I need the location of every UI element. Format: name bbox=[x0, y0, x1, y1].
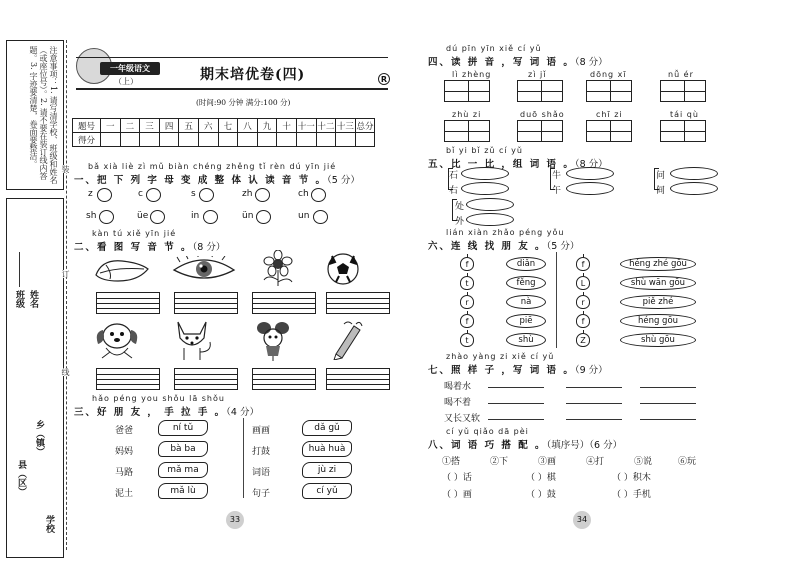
q1-answer-ring[interactable] bbox=[255, 188, 270, 202]
q6-leaf-right[interactable]: piě zhé bbox=[620, 295, 696, 309]
chinese-cabbage-icon bbox=[92, 255, 152, 285]
q8-option: ②下 bbox=[490, 457, 509, 467]
score-table bbox=[72, 118, 375, 147]
q8-blank[interactable]: （ ）手机 bbox=[612, 490, 651, 500]
q8-blank[interactable]: （ ）积木 bbox=[612, 473, 651, 483]
binding-dashed-line bbox=[66, 40, 67, 550]
score-cell[interactable] bbox=[277, 133, 297, 147]
q5-title-text: 五、比 一 比 ，组 词 语 。 bbox=[428, 159, 575, 170]
score-cell[interactable] bbox=[101, 133, 121, 147]
q6-apple-left[interactable]: r bbox=[460, 295, 474, 309]
score-col: 五 bbox=[179, 119, 199, 133]
q7-answer-line[interactable] bbox=[488, 387, 544, 388]
score-cell[interactable] bbox=[296, 133, 316, 147]
q8-option: ④打 bbox=[586, 457, 605, 467]
q7-answer-line[interactable] bbox=[640, 403, 696, 404]
score-col: 一 bbox=[101, 119, 121, 133]
q8-score: （填序号）（6 分） bbox=[546, 440, 623, 451]
puppy-icon bbox=[92, 318, 142, 362]
q2-answer-lines[interactable] bbox=[326, 368, 390, 390]
q7-answer-line[interactable] bbox=[566, 419, 622, 420]
q7-example: 喝不着 bbox=[444, 398, 472, 408]
q4-char-grid[interactable] bbox=[444, 120, 490, 142]
q4-word-pinyin: nǚ ér bbox=[668, 70, 694, 79]
score-col: 七 bbox=[218, 119, 238, 133]
score-col: 十一 bbox=[296, 119, 316, 133]
score-cell[interactable] bbox=[140, 133, 160, 147]
q7-title-text: 七、照 样 子 ，写 词 语 。 bbox=[428, 365, 575, 376]
grade-badge-sub: （上） bbox=[114, 77, 138, 86]
q8-option: ⑤说 bbox=[634, 457, 653, 467]
county-label: 县（区） bbox=[16, 460, 26, 496]
q4-word-pinyin: duō shǎo bbox=[520, 110, 565, 119]
q6-apple-right[interactable]: Z bbox=[576, 333, 590, 347]
q5-char: 石 bbox=[449, 171, 459, 181]
q3-divider bbox=[243, 418, 244, 498]
q2-answer-lines[interactable] bbox=[96, 292, 160, 314]
q3-right-word: 句子 bbox=[252, 489, 271, 499]
q3-right-word: 打鼓 bbox=[252, 447, 271, 457]
q4-word-pinyin: zhù zi bbox=[452, 110, 482, 119]
q1-answer-ring[interactable] bbox=[146, 188, 161, 202]
q4-word-pinyin: dōng xī bbox=[590, 70, 627, 79]
header-rule-bottom bbox=[76, 88, 388, 90]
bind-char-1: 装 bbox=[61, 165, 70, 173]
q4-score: （8 分） bbox=[574, 57, 608, 68]
q8-pinyin: cí yǔ qiǎo dā pèi bbox=[446, 427, 529, 436]
score-cell[interactable] bbox=[179, 133, 199, 147]
q1-answer-ring[interactable] bbox=[97, 188, 112, 202]
q2-pinyin: kàn tú xiě yīn jié bbox=[92, 229, 177, 238]
q4-char-grid[interactable] bbox=[660, 80, 706, 102]
q1-answer-ring[interactable] bbox=[313, 210, 328, 224]
q4-word-pinyin: lì zhèng bbox=[452, 70, 492, 79]
q1-letter: zh bbox=[242, 189, 253, 199]
q4-char-grid[interactable] bbox=[517, 120, 563, 142]
q7-answer-line[interactable] bbox=[566, 403, 622, 404]
q2-title-text: 二、看 图 写 音 节 。 bbox=[74, 242, 193, 253]
score-cell[interactable] bbox=[257, 133, 277, 147]
q6-divider bbox=[556, 252, 557, 348]
q1-answer-ring[interactable] bbox=[199, 188, 214, 202]
q5-char: 问 bbox=[656, 171, 666, 181]
q2-answer-lines[interactable] bbox=[174, 368, 238, 390]
q1-letter: sh bbox=[86, 211, 97, 221]
q5-char: 右 bbox=[449, 186, 459, 196]
q3-left-pinyin[interactable]: ní tǔ bbox=[158, 420, 208, 436]
q1-letter: z bbox=[88, 189, 93, 199]
info-box bbox=[6, 198, 64, 558]
score-table-row1-label: 题号 bbox=[73, 119, 101, 133]
q5-char: 间 bbox=[656, 186, 666, 196]
page-title: 期末培优卷(四) bbox=[200, 67, 306, 83]
score-table-row2-label: 得分 bbox=[73, 133, 101, 147]
q5-answer-oval[interactable] bbox=[466, 213, 514, 226]
q7-example: 喝着水 bbox=[444, 382, 472, 392]
town-label: 乡（镇） bbox=[34, 420, 44, 456]
score-cell[interactable] bbox=[355, 133, 375, 147]
q6-apple-left[interactable]: f bbox=[460, 314, 474, 328]
q5-char: 处 bbox=[455, 202, 465, 212]
bee-icon bbox=[248, 318, 298, 362]
q1-answer-ring[interactable] bbox=[99, 210, 114, 224]
score-table-header-row bbox=[73, 119, 375, 133]
q5-answer-oval[interactable] bbox=[461, 182, 509, 195]
score-col: 总分 bbox=[355, 119, 375, 133]
score-col: 六 bbox=[198, 119, 218, 133]
q3-left-pinyin[interactable]: mǎ ma bbox=[158, 462, 208, 478]
q6-leaf-right[interactable]: shù wān gōu bbox=[620, 276, 696, 290]
q8-title bbox=[428, 437, 622, 451]
score-cell[interactable] bbox=[120, 133, 140, 147]
q5-score: （8 分） bbox=[574, 159, 608, 170]
q6-apple-right[interactable]: f bbox=[576, 257, 590, 271]
q6-leaf-right[interactable]: shù gōu bbox=[620, 333, 696, 347]
q5-answer-oval[interactable] bbox=[566, 167, 614, 180]
score-col: 八 bbox=[238, 119, 258, 133]
score-cell[interactable] bbox=[238, 133, 258, 147]
q1-pinyin: bǎ xià liè zì mǔ biàn chéng zhěng tǐ rèn dú yīn jié bbox=[88, 162, 337, 171]
q3-right-pinyin[interactable]: huà huà bbox=[302, 441, 352, 457]
q2-answer-lines[interactable] bbox=[96, 368, 160, 390]
q3-pinyin: hǎo péng you shǒu lā shǒu bbox=[92, 394, 225, 403]
q3-left-pinyin[interactable]: mǎ lù bbox=[158, 483, 208, 499]
q5-answer-oval[interactable] bbox=[670, 167, 718, 180]
q6-apple-right[interactable]: f bbox=[576, 314, 590, 328]
q6-leaf-left[interactable]: shù bbox=[506, 333, 546, 347]
q4-title-text: 四、读 拼 音 ，写 词 语 。 bbox=[428, 57, 575, 68]
time-info: (时间:90 分钟 满分:100 分) bbox=[196, 98, 291, 107]
fox-icon bbox=[170, 318, 214, 362]
q1-letter: s bbox=[191, 189, 196, 199]
q3-right-word: 词语 bbox=[252, 468, 271, 478]
q1-letter: c bbox=[138, 189, 143, 199]
notes-text: 注意事项：1. 请写清学校、班级和姓名（或座位号）。2. 请不要在装订线内答题。3. 字迹要清楚，卷面要整洁。 bbox=[29, 46, 58, 185]
q2-answer-lines[interactable] bbox=[326, 292, 390, 314]
q6-leaf-right[interactable]: héng zhé gōu bbox=[620, 257, 696, 271]
score-cell[interactable] bbox=[159, 133, 179, 147]
q1-title-text: 一、把 下 列 字 母 变 成 整 体 认 读 音 节 。 bbox=[74, 175, 327, 186]
q2-answer-lines[interactable] bbox=[252, 292, 316, 314]
score-col: 三 bbox=[140, 119, 160, 133]
q3-right-word: 画画 bbox=[252, 426, 271, 436]
page-number-right: 34 bbox=[573, 511, 591, 529]
header-rule-top bbox=[76, 57, 388, 58]
class-label: 班级 bbox=[14, 290, 24, 308]
q6-apple-left[interactable]: t bbox=[460, 276, 474, 290]
q1-letter: un bbox=[298, 211, 310, 221]
q1-letter: in bbox=[191, 211, 200, 221]
q5-answer-oval[interactable] bbox=[566, 182, 614, 195]
q3-left-word: 泥土 bbox=[115, 489, 134, 499]
q3-score: （4 分） bbox=[226, 407, 259, 418]
registered-mark-text: R bbox=[380, 75, 388, 84]
q5-char: 外 bbox=[455, 217, 465, 227]
q8-option: ⑥玩 bbox=[678, 457, 697, 467]
q7-answer-line[interactable] bbox=[566, 387, 622, 388]
q6-title bbox=[428, 238, 579, 252]
q1-answer-ring[interactable] bbox=[203, 210, 218, 224]
score-cell[interactable] bbox=[336, 133, 356, 147]
class-line bbox=[19, 252, 20, 287]
q7-title bbox=[428, 362, 608, 376]
score-col: 九 bbox=[257, 119, 277, 133]
q7-score: （9 分） bbox=[574, 365, 608, 376]
pencil-icon bbox=[330, 320, 364, 360]
bind-char-3: 线 bbox=[61, 368, 70, 376]
q6-leaf-left[interactable]: nà bbox=[506, 295, 546, 309]
q3-left-word: 妈妈 bbox=[115, 447, 134, 457]
q1-letter: ch bbox=[298, 189, 309, 199]
score-cell[interactable] bbox=[218, 133, 238, 147]
page-number-left: 33 bbox=[226, 511, 244, 529]
flower-icon bbox=[258, 250, 298, 288]
q6-leaf-left[interactable]: diǎn bbox=[506, 257, 546, 271]
q3-title-text: 三、好 朋 友 ， 手 拉 手 。 bbox=[74, 407, 227, 418]
q3-left-word: 马路 bbox=[115, 468, 134, 478]
q5-pinyin: bǐ yi bǐ zǔ cí yǔ bbox=[446, 146, 523, 155]
registered-mark bbox=[378, 73, 390, 85]
q8-blank[interactable]: （ ）画 bbox=[442, 490, 472, 500]
q6-leaf-left[interactable]: piē bbox=[506, 314, 546, 328]
q7-answer-line[interactable] bbox=[640, 387, 696, 388]
q3-right-pinyin[interactable]: dǎ gǔ bbox=[302, 420, 352, 436]
q5-answer-oval[interactable] bbox=[670, 182, 718, 195]
bind-char-2: 订 bbox=[61, 270, 70, 278]
q6-apple-right[interactable]: r bbox=[576, 295, 590, 309]
q4-word-pinyin: zì jǐ bbox=[528, 70, 547, 79]
q6-apple-left[interactable]: f bbox=[460, 257, 474, 271]
q1-answer-ring[interactable] bbox=[256, 210, 271, 224]
q8-blank[interactable]: （ ）话 bbox=[442, 473, 472, 483]
q4-title bbox=[428, 54, 608, 68]
q4-char-grid[interactable] bbox=[660, 120, 706, 142]
q3-left-word: 爸爸 bbox=[115, 426, 134, 436]
q4-char-grid[interactable] bbox=[586, 120, 632, 142]
q6-apple-left[interactable]: t bbox=[460, 333, 474, 347]
q1-answer-ring[interactable] bbox=[311, 188, 326, 202]
q4-char-grid[interactable] bbox=[444, 80, 490, 102]
score-col: 四 bbox=[159, 119, 179, 133]
soccer-ball-icon bbox=[326, 252, 360, 286]
score-col: 十二 bbox=[316, 119, 336, 133]
q5-char: 午 bbox=[552, 186, 562, 196]
q3-right-pinyin[interactable]: jù zi bbox=[302, 462, 352, 478]
q7-answer-line[interactable] bbox=[488, 403, 544, 404]
q1-score: （5 分） bbox=[327, 175, 360, 186]
q1-title bbox=[74, 172, 360, 186]
score-col: 十 bbox=[277, 119, 297, 133]
school-label: 学校 bbox=[44, 515, 54, 533]
q4-word-pinyin: tái qù bbox=[670, 110, 699, 119]
q3-right-pinyin[interactable]: cí yǔ bbox=[302, 483, 352, 499]
q6-score: （5 分） bbox=[546, 241, 580, 252]
eye-icon bbox=[172, 256, 236, 282]
q6-leaf-left[interactable]: fěng bbox=[506, 276, 546, 290]
q7-answer-line[interactable] bbox=[488, 419, 544, 420]
q6-pinyin: lián xiàn zhǎo péng yǒu bbox=[446, 228, 565, 237]
q3-left-pinyin[interactable]: bà ba bbox=[158, 441, 208, 457]
q8-blank[interactable]: （ ）棋 bbox=[526, 473, 556, 483]
q2-answer-lines[interactable] bbox=[252, 368, 316, 390]
name-label: 姓名 bbox=[28, 290, 38, 308]
score-cell[interactable] bbox=[198, 133, 218, 147]
score-cell[interactable] bbox=[316, 133, 336, 147]
grade-badge bbox=[100, 62, 160, 75]
q5-answer-oval[interactable] bbox=[461, 167, 509, 180]
q4-word-pinyin: chī zi bbox=[596, 110, 623, 119]
q5-char: 牛 bbox=[552, 171, 562, 181]
q7-pinyin: zhào yàng zi xiě cí yǔ bbox=[446, 352, 555, 361]
q8-option: ③画 bbox=[538, 457, 557, 467]
q4-char-grid[interactable] bbox=[517, 80, 563, 102]
q8-blank[interactable]: （ ）鼓 bbox=[526, 490, 556, 500]
score-col: 二 bbox=[120, 119, 140, 133]
q8-option: ①搭 bbox=[442, 457, 461, 467]
q4-char-grid[interactable] bbox=[586, 80, 632, 102]
q1-letter: üe bbox=[137, 211, 149, 221]
q2-title bbox=[74, 239, 225, 253]
q4-pinyin: dú pīn yīn xiě cí yǔ bbox=[446, 44, 542, 53]
binding-margin bbox=[6, 40, 64, 560]
q8-title-text: 八、词 语 巧 搭 配 。 bbox=[428, 440, 547, 451]
q2-score: （8 分） bbox=[192, 242, 226, 253]
q1-letter: ün bbox=[242, 211, 254, 221]
q7-example: 又长又软 bbox=[444, 414, 481, 424]
grade-badge-text: 一年级语文 bbox=[110, 64, 150, 73]
score-table-score-row bbox=[73, 133, 375, 147]
q7-answer-line[interactable] bbox=[640, 419, 696, 420]
q1-answer-ring[interactable] bbox=[150, 210, 165, 224]
q6-title-text: 六、连 线 找 朋 友 。 bbox=[428, 241, 547, 252]
score-col: 十三 bbox=[336, 119, 356, 133]
q2-answer-lines[interactable] bbox=[174, 292, 238, 314]
q6-leaf-right[interactable]: héng gōu bbox=[620, 314, 696, 328]
q3-title bbox=[74, 404, 259, 418]
q6-apple-right[interactable]: L bbox=[576, 276, 590, 290]
q5-answer-oval[interactable] bbox=[466, 198, 514, 211]
